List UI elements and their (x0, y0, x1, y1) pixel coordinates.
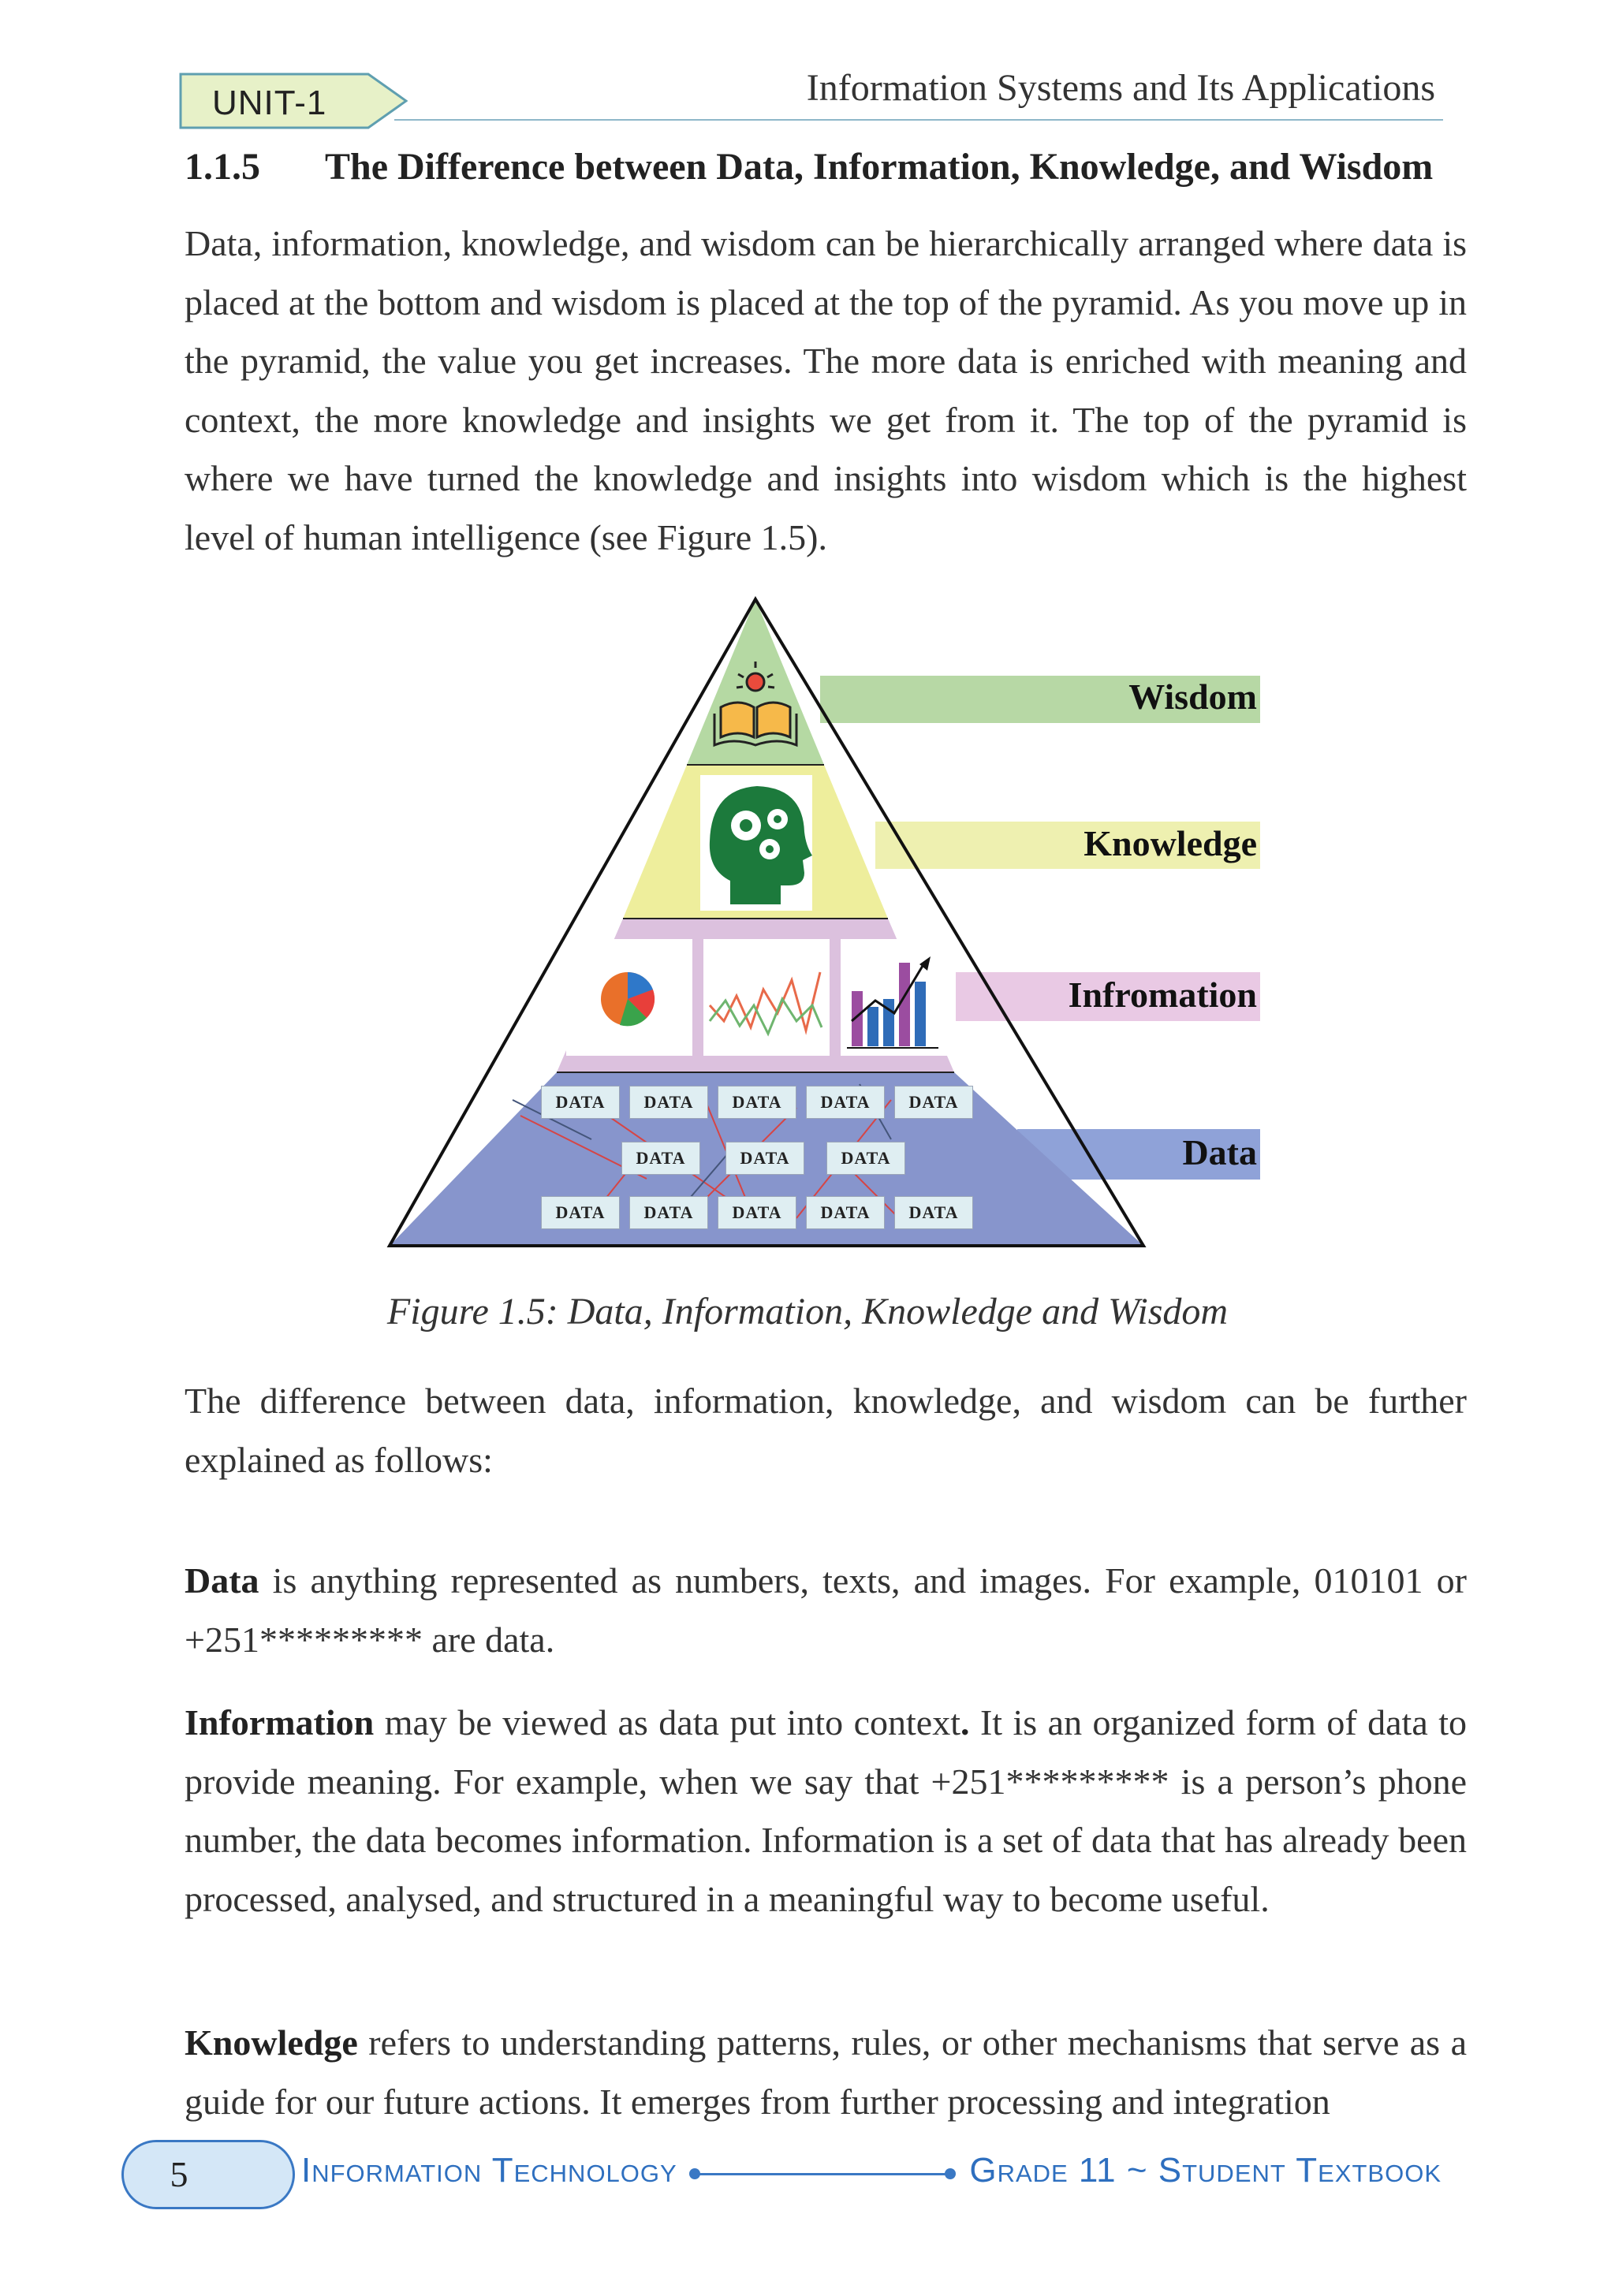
wisdom-label: Wisdom (1128, 676, 1257, 717)
term-data: Data (185, 1560, 259, 1601)
unit-tab (179, 73, 408, 129)
data-box: DATA (541, 1196, 620, 1229)
running-header-title: Information Systems and Its Applications (806, 67, 1435, 109)
pie-chart-icon (601, 972, 655, 1026)
page-number: 5 (170, 2154, 188, 2194)
data-box: DATA (629, 1086, 708, 1119)
header-rule (394, 119, 1443, 121)
data-box: DATA (806, 1086, 885, 1119)
term-information: Information (185, 1702, 375, 1742)
footer-subject: Information Technology (301, 2151, 677, 2190)
page-number-pill (121, 2140, 295, 2209)
data-definition-text: is anything represented as numbers, texts, and images. For example, 010101 or +251********* are data. (185, 1560, 1467, 1660)
data-box: DATA (725, 1142, 804, 1175)
knowledge-definition-text: refers to understanding patterns, rules, or other mechanisms that serve as a guide for our future actions. It emerges from further processing and integration (185, 2022, 1467, 2122)
footer-dot-right (945, 2168, 956, 2179)
data-box: DATA (621, 1142, 700, 1175)
data-box: DATA (718, 1086, 796, 1119)
footer-grade: Grade 11 ~ Student Textbook (969, 2151, 1442, 2190)
data-box: DATA (629, 1196, 708, 1229)
information-definition (185, 1694, 1467, 1929)
information-definition-text-a: may be viewed as data put into context (374, 1702, 960, 1742)
head-gears-icon (700, 775, 812, 911)
section-heading (185, 145, 1470, 188)
data-box: DATA (894, 1086, 973, 1119)
information-definition-text-b: It is an organized form of data to provide meaning. For example, when we say that +251********* is a person’s phone number, the data becomes information. Information is a set of data that has already been processed, analysed, and structured in a meaningful way to become useful. (185, 1702, 1467, 1919)
data-box: DATA (541, 1086, 620, 1119)
data-box: DATA (718, 1196, 796, 1229)
data-box: DATA (894, 1196, 973, 1229)
footer-line (694, 2173, 949, 2175)
section-title: The Difference between Data, Information, Knowledge, and Wisdom (325, 146, 1434, 188)
dikw-pyramid-figure (386, 595, 1262, 1250)
data-label: Data (1182, 1132, 1257, 1172)
knowledge-label: Knowledge (1084, 823, 1257, 863)
section-number: 1.1.5 (185, 146, 260, 188)
data-box: DATA (826, 1142, 905, 1175)
intro-paragraph: Data, information, knowledge, and wisdom can be hierarchically arranged where data is placed at the bottom and wisdom is placed at the top of the pyramid. As you move up in the pyramid, the value you get increases. The more data is enriched with meaning and context, the more knowledge and insights we get from it. The top of the pyramid is where we have turned the knowledge and insights into wisdom which is the highest level of human intelligence (see Figure 1.5). (185, 223, 1467, 557)
knowledge-definition (185, 2014, 1467, 2131)
further-paragraph: The difference between data, information, knowledge, and wisdom can be further explained as follows: (185, 1381, 1467, 1480)
unit-label: UNIT-1 (212, 84, 327, 122)
data-definition (185, 1552, 1467, 1669)
data-box: DATA (806, 1196, 885, 1229)
term-knowledge: Knowledge (185, 2022, 358, 2063)
information-label: Infromation (1068, 975, 1257, 1015)
information-period: . (960, 1702, 970, 1742)
figure-caption: Figure 1.5: Data, Information, Knowledge and Wisdom (386, 1291, 1229, 1332)
